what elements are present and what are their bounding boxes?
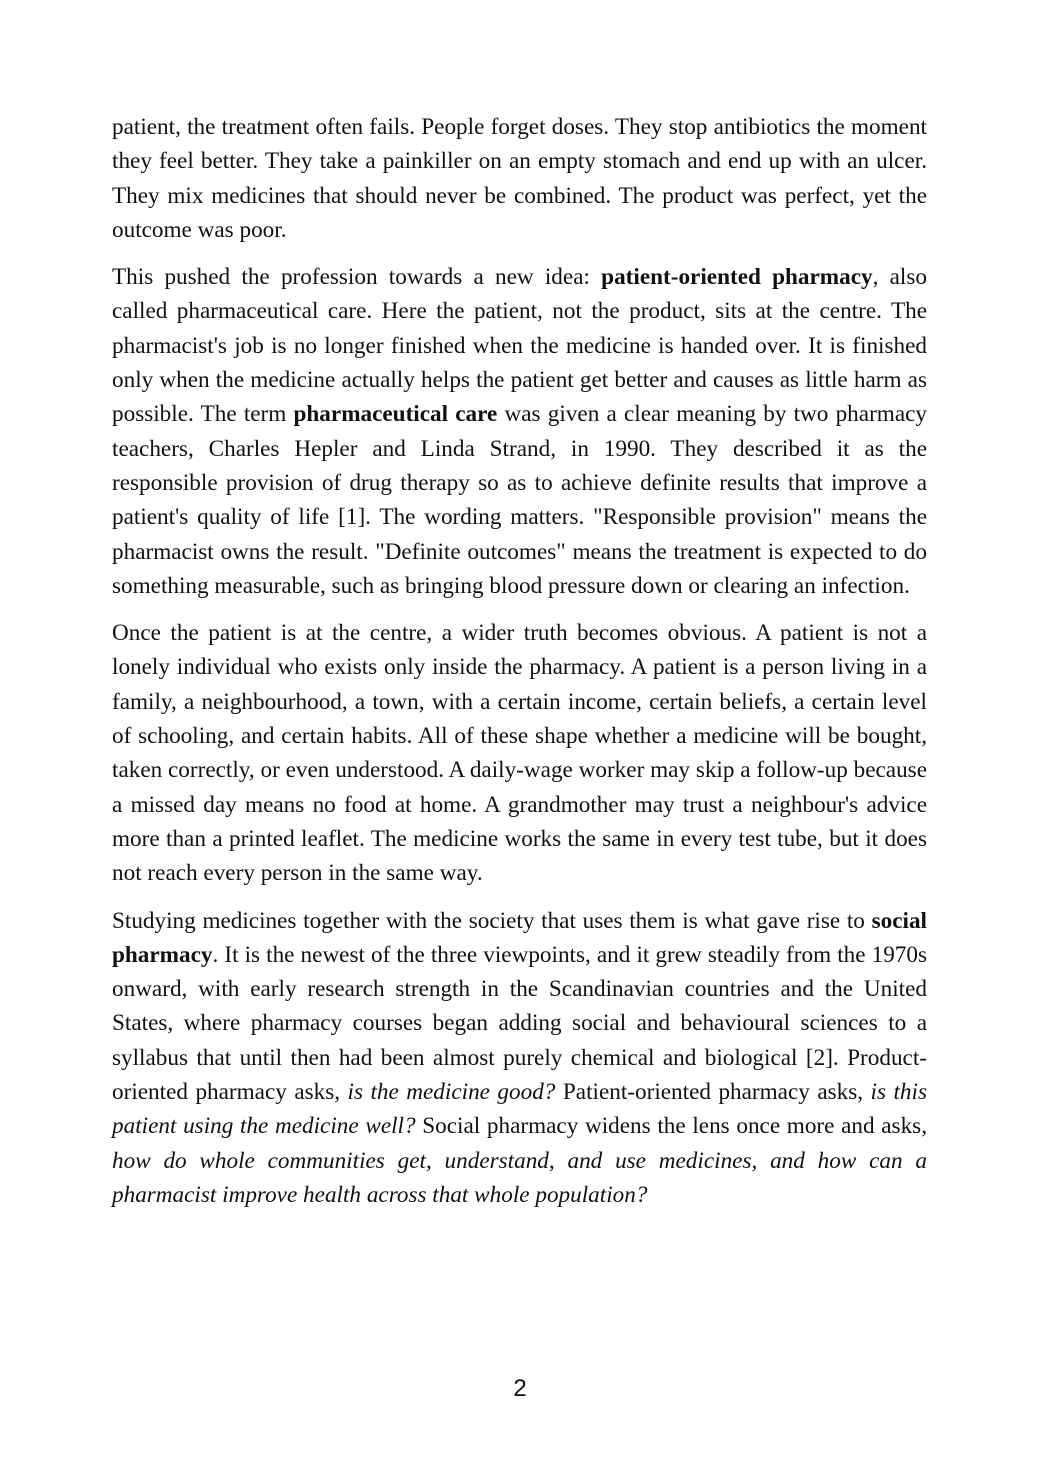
text-run: Social pharmacy widens the lens once more and asks, [415, 1113, 927, 1140]
question-social-pharmacy: how do whole communities get, understand, and use medicines, and how can a pharmacist improve health across that whole population? [112, 1147, 927, 1208]
paragraph-patient-in-society [112, 616, 927, 890]
document-body [112, 110, 927, 1225]
term-social-pharmacy: social pharmacy [112, 907, 927, 968]
question-patient-oriented: is this patient using the medicine well? [112, 1079, 927, 1140]
term-patient-oriented-pharmacy: patient-oriented pharmacy [601, 264, 873, 291]
text-run: . It is the newest of the three viewpoints, and it grew steadily from the 1970s onward, with early research strength in the Scandinavian countries and the United States, where pharmacy courses began adding social and behavioural sciences to a syllabus that until then had been almost purely chemical and biological [2]. Product-oriented pharmacy asks, [112, 941, 927, 1106]
question-product-oriented: is the medicine good? [347, 1079, 556, 1106]
text-run: Once the patient is at the centre, a wider truth becomes obvious. A patient is not a lonely individual who exists only inside the pharmacy. A patient is a person living in a family, a neighbourhood, a town, with a certain income, certain beliefs, a certain level of schooling, and certain habits. All of these shape whether a medicine will be bought, taken correctly, or even understood. A daily-wage worker may skip a follow-up because a missed day means no food at home. A grandmother may trust a neighbour's advice more than a printed leaflet. The medicine works the same in every test tube, but it does not reach every person in the same way. [112, 620, 927, 887]
text-run: This pushed the profession towards a new idea: [112, 264, 602, 291]
term-pharmaceutical-care: pharmaceutical care [293, 401, 498, 428]
page-number: 2 [513, 1375, 527, 1402]
text-run: Studying medicines together with the society that uses them is what gave rise to [112, 907, 872, 934]
paragraph-patient-oriented-pharmacy [112, 260, 927, 603]
text-run: was given a clear meaning by two pharmacy teachers, Charles Hepler and Linda Strand, in 1990. They described it as the responsible provision of drug therapy so as to achieve definite results that improve a patient's quality of life [1]. The wording matters. "Responsible provision" means the pharmacist owns the result. "Definite outcomes" means the treatment is expected to do something measurable, such as bringing blood pressure down or clearing an infection. [112, 401, 928, 599]
paragraph-treatment-fails [112, 110, 927, 247]
text-run: Patient-oriented pharmacy asks, [555, 1079, 871, 1106]
text-run: patient, the treatment often fails. People forget doses. They stop antibiotics the moment they feel better. They take a painkiller on an empty stomach and end up with an ulcer. They mix medicines that should never be combined. The product was perfect, yet the outcome was poor. [112, 114, 927, 243]
paragraph-social-pharmacy [112, 904, 927, 1213]
text-run: , also called pharmaceutical care. Here the patient, not the product, sits at the centre. The pharmacist's job is no longer finished when the medicine is handed over. It is finished only when the medicine actually helps the patient get better and causes as little harm as possible. The term [112, 264, 927, 428]
